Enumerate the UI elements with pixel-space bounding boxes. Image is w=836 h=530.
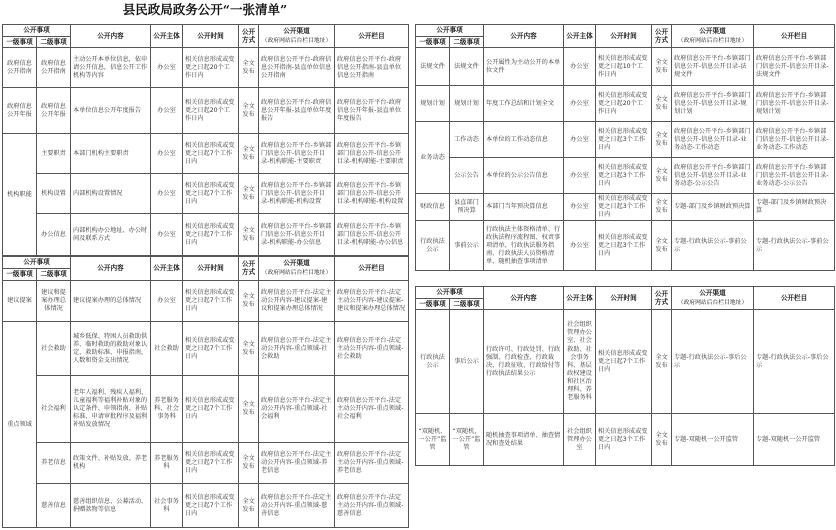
time-cell: 相关信息形成或变更之日起7个工作日内 [596,310,652,414]
subject-cell: 办公室 [564,221,596,271]
time-cell: 相关信息形成或变更之日起7个工作日内 [183,174,239,214]
channel-cell: 政府信息公开平台-乡镇部门信息公开-信息公开目录-法规文件 [672,48,754,86]
time-cell: 相关信息形成或变更之日起10个工作日内 [596,48,652,86]
table-row [416,221,835,271]
header-method: 公开方式 [652,25,672,48]
subject-cell: 办公室 [564,86,596,122]
level2-cell: 社会救助 [37,322,71,376]
level2-cell: 政府信息公开指南 [37,48,71,88]
column-cell: 政府信息公开平台-乡镇部门信息公开-信息公开目录-规划计划 [754,86,835,122]
table-row [416,310,835,414]
method-cell: 全文发布 [652,48,672,86]
header-subject: 公开主体 [151,25,183,48]
header-content: 公开内容 [484,25,564,48]
header-time: 公开时间 [596,25,652,48]
table-row [3,484,409,528]
header-channel [259,257,335,281]
content-cell: 建议提案办理的总体情况 [71,280,151,322]
header-public-item: 公开事项 [3,257,71,269]
table-row [3,134,409,174]
subject-cell: 社会救助 [151,322,183,376]
header-time: 公开时间 [596,287,652,310]
level2-cell: 办公信息 [37,214,71,256]
time-cell: 相关信息形成或变更之日起20个工作日内 [183,88,239,134]
level1-cell: 法规文件 [416,48,450,86]
method-cell: 全文发布 [652,414,672,466]
content-cell: 本单位信息公开年度报告 [71,88,151,134]
level2-cell: 建议和提案办理总体情况 [37,280,71,322]
method-cell: 全文发布 [239,174,259,214]
column-cell: 政府信息公开平台-乡镇部门信息公开-信息公开目录-机构职能-机构设置 [335,174,409,214]
content-cell: 公开属性为主动公开的本单位文件 [484,48,564,86]
header-public-item: 公开事项 [416,25,484,37]
channel-cell: 政府信息公开平台-政府信息公开指南-县直单位信息公开指南 [259,48,335,88]
method-cell: 全文发布 [652,221,672,271]
column-cell: 政府信息公开平台-法定主动公开内容-重点领域-慈善信息 [335,484,409,528]
time-cell: 相关信息形成或变更之日起7个工作日内 [183,214,239,256]
column-cell: 政府信息公开平台-乡镇部门信息公开-信息公开目录-机构职能-办公信息 [335,214,409,256]
method-cell: 全文发布 [239,280,259,322]
time-cell: 相关信息形成或变更之日起7个工作日内 [183,442,239,484]
subject-cell: 社会事务科 [151,484,183,528]
header-level2: 二级事项 [450,298,484,310]
channel-cell: 政府信息公开平台-政府信息公开年报-县直单位年度报告 [259,88,335,134]
header-channel-sub: （政府网站后台栏目地址） [261,37,332,44]
content-cell: 本单位的公示公告信息 [484,158,564,194]
level1-cell: 政府信息公开指南 [3,48,37,88]
channel-cell: 专题-行政执法公示-事前公示 [672,221,754,271]
table-row [3,174,409,214]
column-cell: 政府信息公开平台-法定主动公开内容-建议提案-建议和提案办理总体情况 [335,280,409,322]
table-row [3,376,409,442]
time-cell: 相关信息形成或变更之日起20个工作日内 [596,86,652,122]
level2-cell: 机构设置 [37,174,71,214]
content-cell: 本部门当年预决算信息 [484,194,564,221]
method-cell: 全文发布 [652,194,672,221]
method-cell: 全文发布 [239,322,259,376]
channel-cell: 政府信息公开平台-乡镇部门信息公开-信息公开目录-业务动态-公示公告 [672,158,754,194]
time-cell: 相关信息形成或变更之日起3个工作日内 [596,414,652,466]
content-cell: 内部机构办公地址、办公时间及联系方式 [71,214,151,256]
header-column: 公开栏目 [335,257,409,281]
header-channel-label: 公开渠道 [699,27,726,36]
method-cell: 全文发布 [652,122,672,158]
header-method: 公开方式 [239,257,259,281]
subject-cell: 办公室 [151,134,183,174]
column-cell: 政府信息公开平台-法定主动公开内容-重点领域-养老信息 [335,442,409,484]
table-row [416,122,835,158]
header-subject: 公开主体 [564,25,596,48]
header-channel-label: 公开渠道 [699,289,726,298]
disclosure-table-2 [2,256,409,528]
subject-cell: 养老服务科、社会事务科 [151,376,183,442]
header-content: 公开内容 [71,257,151,281]
column-cell: 政府信息公开平台-政府信息公开年报-县直单位年度报告 [335,88,409,134]
header-level2: 二级事项 [450,36,484,48]
table-row [3,214,409,256]
level1-cell: “双随机、一公开”监管 [416,414,450,466]
subject-cell: 办公室 [564,122,596,158]
level1-cell: 政府信息公开年报 [3,88,37,134]
header-subject: 公开主体 [151,257,183,281]
method-cell: 全文发布 [239,214,259,256]
column-cell: 政府信息公开平台-乡镇部门信息公开-信息公开目录-业务动态-公示公告 [754,158,835,194]
header-subject: 公开主体 [564,287,596,310]
method-cell: 全文发布 [652,158,672,194]
content-cell: 内部机构设置情况 [71,174,151,214]
level2-cell: 工作动态 [450,122,484,158]
page-title: 县民政局政务公开“一张清单” [122,2,288,17]
method-cell: 全文发布 [239,134,259,174]
content-cell: 本部门机构主要职责 [71,134,151,174]
subject-cell: 办公室 [151,214,183,256]
level1-cell: 业务动态 [416,122,450,194]
header-channel-sub: （政府网站后台栏目地址） [261,270,332,276]
level1-cell: 机构职能 [3,134,37,256]
subject-cell: 办公室 [151,174,183,214]
column-cell: 专题-行政执法公示-事前公示 [754,221,835,271]
level2-cell: 县直部门预决算 [450,194,484,221]
level1-cell: 重点领域 [3,322,37,528]
time-cell: 相关信息形成或变更之日起3个工作日内 [596,158,652,194]
content-cell: 老年人福利、残疾人福利、儿童福利等福利补贴对象的认定条件、申领指南、补贴标准、申请审批程序及福利补贴发放情况 [71,376,151,442]
column-cell: 政府信息公开平台-法定主动公开内容-重点领域-社会福利 [335,376,409,442]
time-cell: 相关信息形成或变更之日起7个工作日内 [183,376,239,442]
header-level2: 二级事项 [37,36,71,48]
content-cell: 行政许可、行政处罚、行政强制、行政检查、行政裁决、行政征收、行政给付等行政执法结果公示 [484,310,564,414]
level1-cell: 规划计划 [416,86,450,122]
level2-cell: 事前公示 [450,221,484,271]
level1-cell: 行政执法公示 [416,310,450,414]
column-cell: 政府信息公开平台-法定主动公开内容-重点领域-社会救助 [335,322,409,376]
header-time: 公开时间 [183,257,239,281]
level2-cell: 公示公告 [450,158,484,194]
method-cell: 全文发布 [652,310,672,414]
time-cell: 相关信息形成或变更之日起7个工作日内 [183,322,239,376]
time-cell: 相关信息形成或变更之日起3个工作日内 [596,194,652,221]
subject-cell: 社会组织管理办公室 [564,414,596,466]
level2-cell: 政府信息公开年报 [37,88,71,134]
column-cell: 政府信息公开平台-乡镇部门信息公开-信息公开目录-业务动态-工作动态 [754,122,835,158]
level1-cell: 建议提案 [3,280,37,322]
channel-cell: 政府信息公开平台-乡镇部门信息公开-信息公开目录-业务动态-工作动态 [672,122,754,158]
table-row [3,48,409,88]
level2-cell: 规划计划 [450,86,484,122]
subject-cell: 办公室 [564,194,596,221]
level1-cell: 行政执法公示 [416,221,450,271]
channel-cell: 政府信息公开平台-乡镇部门信息公开-信息公开目录-机构职能-机构设置 [259,174,335,214]
table-row [3,442,409,484]
header-channel [259,25,335,48]
time-cell: 相关信息形成或变更之日起3个工作日内 [596,122,652,158]
subject-cell: 办公室 [151,280,183,322]
level1-cell: 财政信息 [416,194,450,221]
table-row [416,414,835,466]
content-cell: 主动公开本单位信息，依申请公开信息，信息公开工作机构等内容 [71,48,151,88]
content-cell: 随机抽查事项清单、抽查情况和查处结果 [484,414,564,466]
header-content: 公开内容 [484,287,564,310]
method-cell: 全文发布 [239,376,259,442]
header-column: 公开栏目 [754,25,835,48]
header-content: 公开内容 [71,25,151,48]
subject-cell: 办公室 [151,88,183,134]
header-channel-sub: （政府网站后台栏目地址） [677,299,748,306]
table-row [3,280,409,322]
column-cell: 政府信息公开平台-乡镇部门信息公开-信息公开目录-机构职能-主要职责 [335,134,409,174]
column-cell: 专题-行政执法公示-事后公示 [754,310,835,414]
header-level1: 一级事项 [3,268,37,280]
table-row [416,194,835,221]
subject-cell: 办公室 [564,158,596,194]
subject-cell: 社会组织管理办公室、社会救助、社会事务科、基层政权建设和社区治理科、养老服务科 [564,310,596,414]
level2-cell: 事后公示 [450,310,484,414]
header-channel [672,287,754,310]
level2-cell: 社会福利 [37,376,71,442]
channel-cell: 政府信息公开平台-法定主动公开内容-重点领域-慈善信息 [259,484,335,528]
level2-cell: 主要职责 [37,134,71,174]
channel-cell: 政府信息公开平台-法定主动公开内容-建议提案-建议和提案办理总体情况 [259,280,335,322]
content-cell: 本单位的工作动态信息 [484,122,564,158]
column-cell: 专题-双随机一公开监管 [754,414,835,466]
header-public-item: 公开事项 [416,287,484,299]
header-level1: 一级事项 [3,36,37,48]
table-row [416,86,835,122]
header-level2: 二级事项 [37,268,71,280]
table-row [3,322,409,376]
time-cell: 相关信息形成或变更之日起7个工作日内 [183,484,239,528]
channel-cell: 政府信息公开平台-乡镇部门信息公开-信息公开目录-机构职能-办公信息 [259,214,335,256]
subject-cell: 办公室 [564,48,596,86]
disclosure-table-3 [415,24,835,271]
subject-cell: 办公室 [151,48,183,88]
header-level1: 一级事项 [416,36,450,48]
header-level1: 一级事项 [416,298,450,310]
header-column: 公开栏目 [335,25,409,48]
column-cell: 专题-部门及乡镇财政预决算 [754,194,835,221]
level2-cell: 慈善信息 [37,484,71,528]
header-method: 公开方式 [652,287,672,310]
table-row [416,158,835,194]
channel-cell: 政府信息公开平台-法定主动公开内容-重点领域-养老信息 [259,442,335,484]
level2-cell: “双随机、一公开”监管 [450,414,484,466]
channel-cell: 专题-行政执法公示-事后公示 [672,310,754,414]
channel-cell: 政府信息公开平台-乡镇部门信息公开-信息公开目录-机构职能-主要职责 [259,134,335,174]
content-cell: 慈善组织信息、公募活动、捐赠款物等信息 [71,484,151,528]
disclosure-table-1 [2,24,409,256]
method-cell: 全文发布 [239,484,259,528]
method-cell: 全文发布 [239,442,259,484]
time-cell: 相关信息形成或变更之日起20个工作日内 [183,48,239,88]
header-column: 公开栏目 [754,287,835,310]
column-cell: 政府信息公开平台-政府信息公开指南-县直单位信息公开指南 [335,48,409,88]
content-cell: 行政执法主体资格清单、行政执法程序流程图、权责事项清单、行政执法服务指南、行政执法人员资格清单、随机抽查事项清单 [484,221,564,271]
channel-cell: 专题-双随机一公开监管 [672,414,754,466]
column-cell: 政府信息公开平台-乡镇部门信息公开-信息公开目录-法规文件 [754,48,835,86]
header-public-item: 公开事项 [3,25,71,37]
header-method: 公开方式 [239,25,259,48]
channel-cell: 政府信息公开平台-法定主动公开内容-重点领域-社会福利 [259,376,335,442]
header-channel-label: 公开渠道 [283,259,310,268]
level2-cell: 法规文件 [450,48,484,86]
header-channel-label: 公开渠道 [283,27,310,36]
content-cell: 政策文件、补贴发放、养老机构 [71,442,151,484]
disclosure-table-4 [415,286,835,466]
channel-cell: 政府信息公开平台-法定主动公开内容-重点领域-社会救助 [259,322,335,376]
method-cell: 全文发布 [239,88,259,134]
time-cell: 相关信息形成或变更之日起3个工作日内 [596,221,652,271]
method-cell: 全文发布 [239,48,259,88]
header-channel-sub: （政府网站后台栏目地址） [677,37,748,44]
header-time: 公开时间 [183,25,239,48]
time-cell: 相关信息形成或变更之日起7个工作日内 [183,280,239,322]
channel-cell: 政府信息公开平台-乡镇部门信息公开-信息公开目录-规划计划 [672,86,754,122]
level2-cell: 养老信息 [37,442,71,484]
content-cell: 城乡低保、特困人员救助供养、临时救助的救助对象认定、救助标准、申报指南，人数和资金支出情况 [71,322,151,376]
subject-cell: 养老服务科 [151,442,183,484]
method-cell: 全文发布 [652,86,672,122]
content-cell: 年度工作总结和计划全文 [484,86,564,122]
header-channel [672,25,754,48]
time-cell: 相关信息形成或变更之日起7个工作日内 [183,134,239,174]
channel-cell: 专题-部门及乡镇财政预决算 [672,194,754,221]
table-row [3,88,409,134]
table-row [416,48,835,86]
